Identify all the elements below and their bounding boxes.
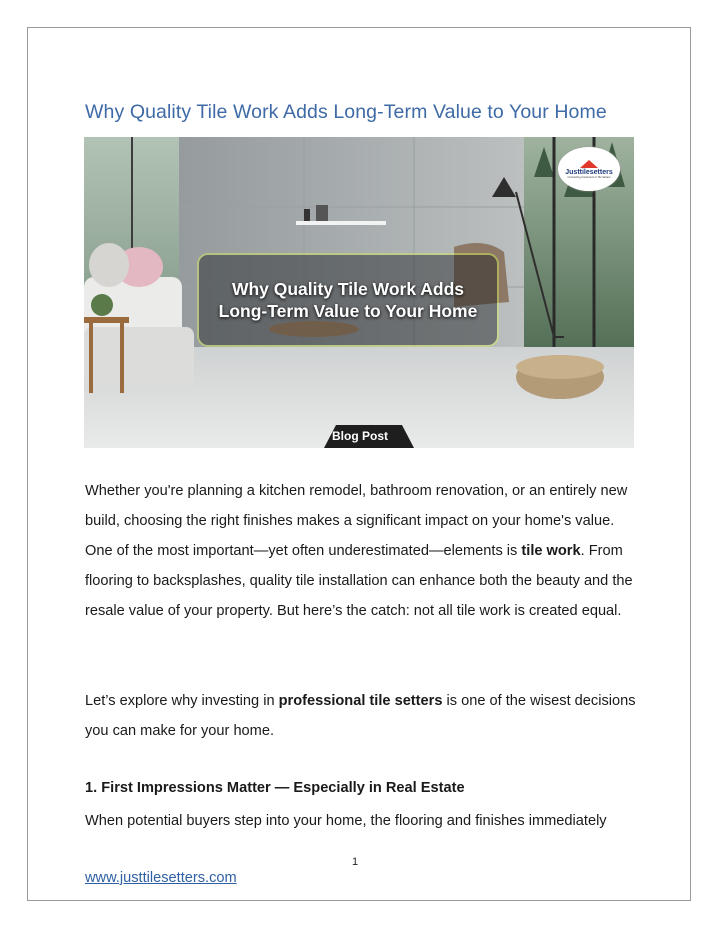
house-icon [580, 160, 598, 168]
footer-website-link[interactable]: www.justtilesetters.com [85, 870, 237, 886]
intro-bold: tile work [521, 543, 581, 559]
banner-line-2: Long-Term Value to Your Home [218, 301, 478, 321]
section-heading: 1. First Impressions Matter — Especially in Real Estate [85, 780, 465, 796]
explore-text-a: Let’s explore why investing in [85, 693, 279, 709]
section-paragraph: When potential buyers step into your home, the flooring and finishes immediately [85, 813, 607, 829]
logo-name: Justtilesetters [565, 168, 613, 176]
hero-banner [198, 254, 498, 346]
blog-post-badge: Blog Post [332, 429, 388, 443]
banner-line-1: Why Quality Tile Work Adds [231, 279, 465, 299]
intro-text-b: . From flooring to backsplashes, quality tile installation can enhance both the beauty and the resale value of your property. But here’s the catch: not all tile work is created equal. [85, 543, 633, 619]
brand-logo [558, 147, 620, 191]
intro-text-a: Whether you're planning a kitchen remodel, bathroom renovation, or an entirely new build, choosing the right finishes makes a significant impact on your home's value. One of the most important—yet often underestimated—elements is [85, 483, 628, 559]
explore-bold: professional tile setters [278, 693, 443, 709]
page-title: Why Quality Tile Work Adds Long-Term Value to Your Home [85, 101, 607, 123]
explore-paragraph [85, 686, 645, 746]
intro-paragraph [85, 476, 645, 626]
logo-tagline: Connecting Customers to Tile Setters [567, 175, 611, 179]
page-number: 1 [352, 856, 359, 868]
explore-text-b: is one of the wisest decisions you can make for your home. [85, 693, 636, 739]
